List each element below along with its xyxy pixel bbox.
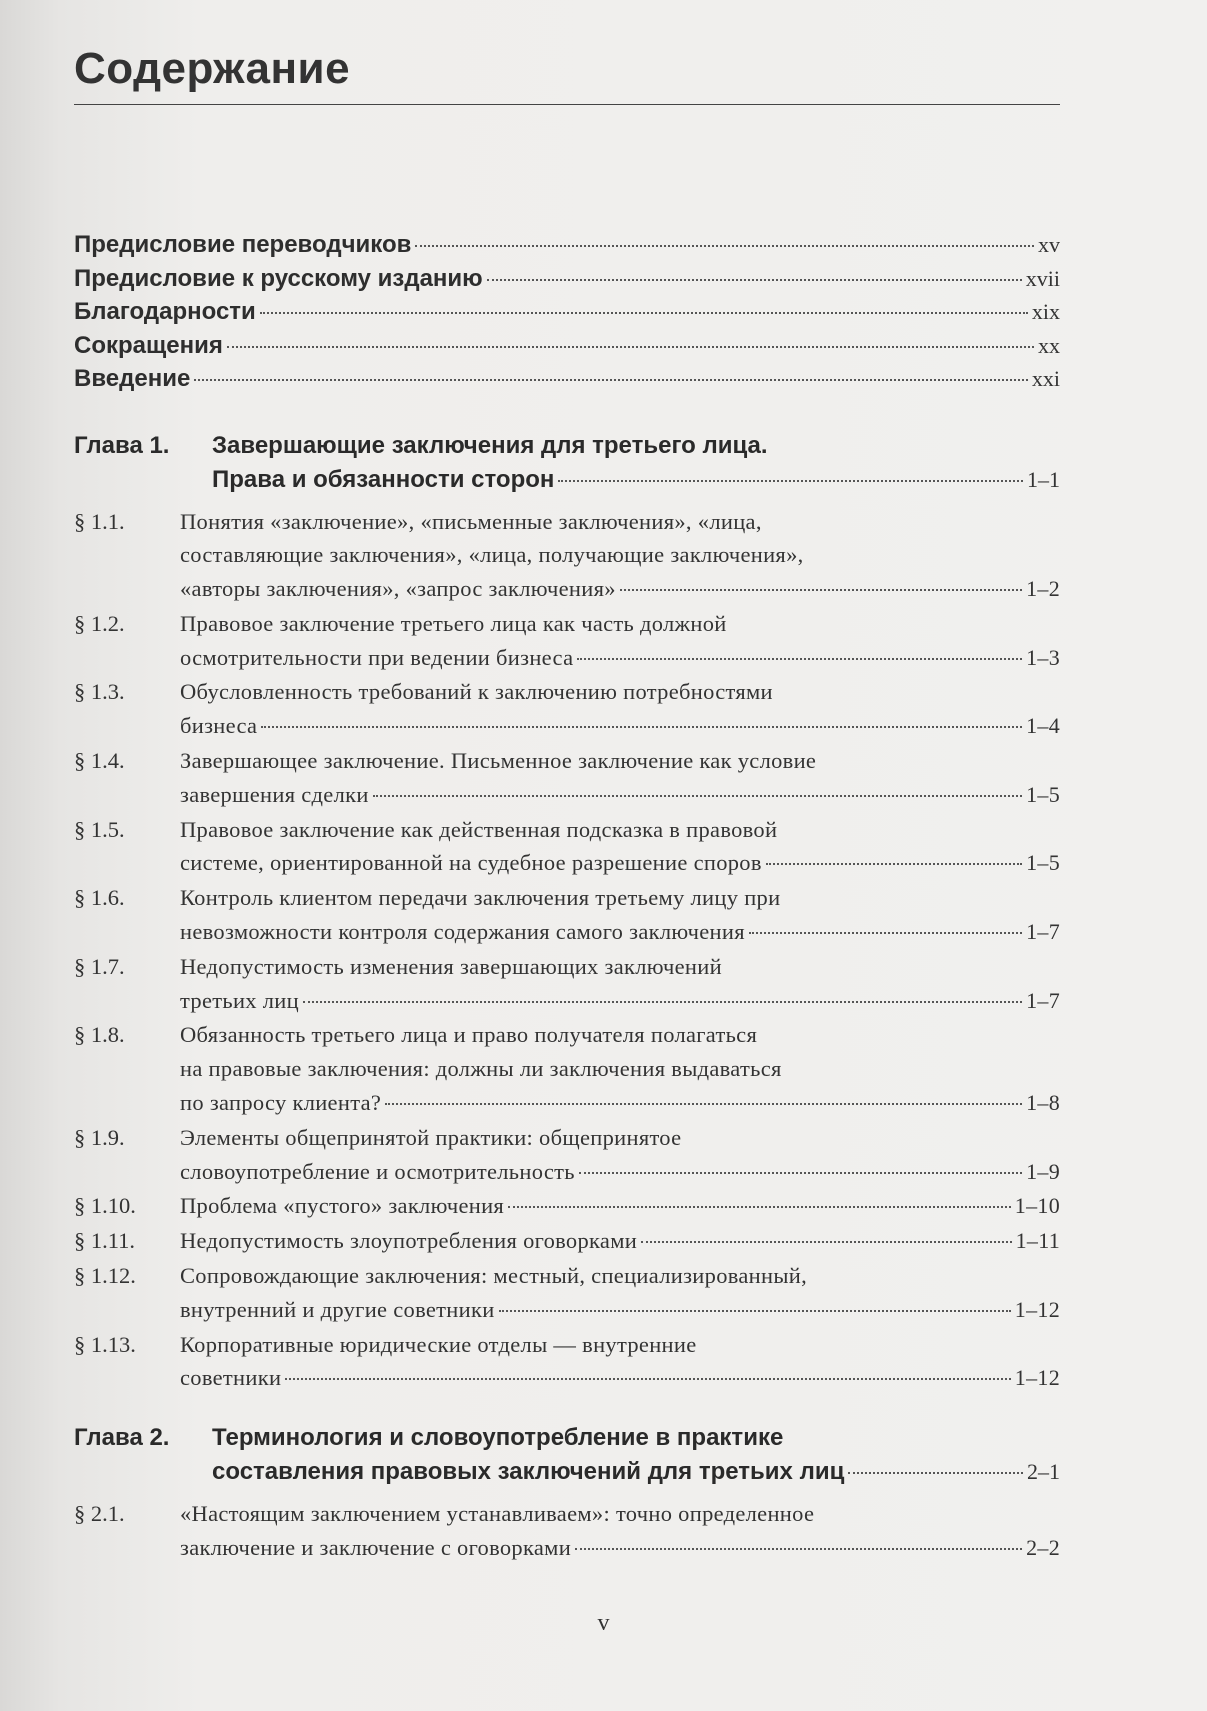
section-number: § 1.7. <box>74 953 125 979</box>
section-page: 1–12 <box>1014 1296 1060 1322</box>
section-entry[interactable] <box>74 1018 1060 1119</box>
section-title-last-line <box>180 1361 1060 1395</box>
section-number: § 1.4. <box>74 748 125 774</box>
section-entry[interactable] <box>74 1224 1060 1258</box>
section-entry[interactable] <box>74 950 1060 1018</box>
section-title-line: Проблема «пустого» заключения <box>180 1193 505 1219</box>
section-title-last-line <box>180 1086 1060 1120</box>
section-title-line: Обязанность третьего лица и право получателя полагаться <box>180 1022 758 1048</box>
section-title-line: «авторы заключения», «запрос заключения» <box>180 576 616 602</box>
section-page: 1–9 <box>1026 1158 1060 1184</box>
section-title-last-line <box>180 641 1060 675</box>
section-entry[interactable] <box>74 813 1060 881</box>
section-entry[interactable] <box>74 1259 1060 1327</box>
section-title <box>180 607 1060 675</box>
toc-entry-page: xx <box>1038 332 1060 358</box>
dot-leader <box>385 1103 1022 1105</box>
page-title: Содержание <box>74 44 351 93</box>
section-title-line: словоупотребление и осмотрительность <box>180 1158 575 1184</box>
section-entry[interactable] <box>74 1497 1060 1565</box>
chapter-title-line: Права и обязанности сторон <box>212 465 555 493</box>
section-title <box>180 881 1060 949</box>
section-title-line: осмотрительности при ведении бизнеса <box>180 644 574 670</box>
toc-entry[interactable] <box>74 298 1060 332</box>
toc-entry-label: Введение <box>74 365 191 392</box>
toc-entry-page: xix <box>1031 299 1060 324</box>
chapter-label: Глава 2. <box>74 1424 170 1452</box>
toc-entry-page: xxi <box>1031 366 1060 391</box>
section-title <box>180 505 1060 606</box>
section-number: § 1.1. <box>74 508 125 534</box>
page-number: v <box>597 1610 610 1636</box>
section-entry[interactable] <box>74 505 1060 606</box>
dot-leader <box>303 1001 1022 1003</box>
section-list <box>74 505 1060 1396</box>
section-title-line: Завершающее заключение. Письменное заключение как условие <box>180 748 817 774</box>
section-entry[interactable] <box>74 744 1060 812</box>
section-page: 1–10 <box>1014 1193 1060 1219</box>
chapter-title-line: Завершающие заключения для третьего лица. <box>212 431 768 459</box>
section-title-line: на правовые заключения: должны ли заключения выдаваться <box>180 1056 782 1082</box>
toc-entry-label: Предисловие к русскому изданию <box>74 264 483 292</box>
toc-entry-page: xvii <box>1025 265 1060 291</box>
section-title-line: внутренний и другие советники <box>180 1296 495 1322</box>
toc-entry-label: Предисловие переводчиков <box>74 231 412 258</box>
section-page: 1–12 <box>1014 1365 1060 1391</box>
dot-leader <box>620 589 1022 591</box>
section-entry[interactable] <box>74 607 1060 675</box>
section-title-line: бизнеса <box>180 713 258 739</box>
dot-leader <box>577 658 1022 660</box>
section-entry[interactable] <box>74 1189 1060 1223</box>
section-title <box>180 1497 1060 1565</box>
section-page: 1–7 <box>1026 919 1060 945</box>
section-page: 1–3 <box>1026 644 1060 670</box>
section-title-line: по запросу клиента? <box>180 1090 382 1116</box>
section-title <box>180 744 1060 812</box>
section-title-last-line <box>180 984 1060 1018</box>
section-entry[interactable] <box>74 881 1060 949</box>
section-title-line: Сопровождающие заключения: местный, специализированный, <box>180 1263 808 1289</box>
section-number: § 2.1. <box>74 1501 125 1527</box>
section-title-last-line <box>180 778 1060 812</box>
section-title <box>180 1018 1060 1119</box>
section-title <box>180 1328 1060 1396</box>
section-title-line: «Настоящим заключением устанавливаем»: точно определенное <box>180 1501 815 1527</box>
section-number: § 1.5. <box>74 816 125 842</box>
section-title <box>180 675 1060 743</box>
dot-leader <box>285 1378 1010 1380</box>
section-number: § 1.6. <box>74 885 125 911</box>
chapter-title <box>212 429 1060 497</box>
section-title-last-line <box>180 709 1060 743</box>
section-title-last-line <box>180 1293 1060 1327</box>
section-page: 1–7 <box>1026 987 1060 1013</box>
section-number: § 1.3. <box>74 679 125 705</box>
section-title-line: третьих лиц <box>180 987 299 1013</box>
section-title-last-line <box>180 915 1060 949</box>
chapter-title-line: составления правовых заключений для третьих лиц <box>212 1458 845 1486</box>
section-title-last-line <box>180 846 1060 880</box>
section-title-line: завершения сделки <box>180 781 369 807</box>
section-title-line: Корпоративные юридические отделы — внутренние <box>180 1331 697 1357</box>
front-matter-list <box>74 231 1060 399</box>
section-number: § 1.8. <box>74 1022 125 1048</box>
dot-leader <box>848 1472 1023 1474</box>
dot-leader <box>641 1241 1012 1243</box>
section-number: § 1.11. <box>74 1228 136 1254</box>
section-title-line: Понятия «заключение», «письменные заключения», «лица, <box>180 508 762 534</box>
section-title-line: Обусловленность требований к заключению потребностями <box>180 679 773 705</box>
dot-leader <box>194 379 1028 381</box>
toc-entry-label: Благодарности <box>74 298 256 325</box>
section-title-line: заключение и заключение с оговорками <box>180 1535 572 1561</box>
section-title-line: советники <box>180 1365 282 1391</box>
toc-entry[interactable] <box>74 365 1060 399</box>
dot-leader <box>227 346 1034 348</box>
dot-leader <box>260 312 1028 314</box>
chapter-title-last-line <box>212 1455 1060 1489</box>
chapter-title-line: Терминология и словоупотребление в практике <box>212 1424 784 1452</box>
dot-leader <box>558 480 1023 482</box>
section-title-line: Контроль клиентом передачи заключения третьему лицу при <box>180 885 781 911</box>
toc-entry-label: Сокращения <box>74 331 223 359</box>
section-title <box>180 1189 1060 1223</box>
toc-entry-page: xv <box>1038 232 1060 257</box>
section-number: § 1.9. <box>74 1124 125 1150</box>
dot-leader <box>261 726 1022 728</box>
chapters-list <box>74 429 1060 1565</box>
section-title-line: Правовое заключение как действенная подсказка в правовой <box>180 816 778 842</box>
chapter-title-last-line <box>212 463 1060 497</box>
dot-leader <box>766 863 1022 865</box>
section-title-line: Недопустимость изменения завершающих заключений <box>180 953 722 979</box>
toc-entry[interactable] <box>74 231 1060 265</box>
section-number: § 1.2. <box>74 610 125 636</box>
section-list <box>74 1497 1060 1565</box>
section-page: 1–2 <box>1026 576 1060 602</box>
dot-leader <box>508 1206 1011 1208</box>
section-page: 1–5 <box>1026 781 1060 807</box>
dot-leader <box>487 279 1022 281</box>
section-title <box>180 1121 1060 1189</box>
chapter-page: 1–1 <box>1027 466 1060 492</box>
section-title-last-line <box>180 1189 1060 1223</box>
section-page: 1–5 <box>1026 850 1060 876</box>
section-title <box>180 1224 1060 1258</box>
toc-entry[interactable] <box>74 332 1060 366</box>
section-page: 1–4 <box>1026 713 1060 739</box>
section-title-last-line <box>180 1155 1060 1189</box>
title-rule <box>74 104 1060 105</box>
section-page: 2–2 <box>1026 1535 1060 1561</box>
dot-leader <box>373 795 1022 797</box>
section-page: 1–11 <box>1015 1228 1060 1254</box>
chapter-label: Глава 1. <box>74 431 170 459</box>
section-title-line: системе, ориентированной на судебное разрешение споров <box>180 850 762 876</box>
chapter-heading[interactable] <box>74 429 1060 497</box>
dot-leader <box>579 1172 1022 1174</box>
section-title-last-line <box>180 572 1060 606</box>
dot-leader <box>499 1310 1011 1312</box>
dot-leader <box>415 245 1034 247</box>
section-number: § 1.13. <box>74 1331 136 1357</box>
section-title-last-line <box>180 1224 1060 1258</box>
section-title <box>180 950 1060 1018</box>
section-title-line: невозможности контроля содержания самого заключения <box>180 919 745 945</box>
section-title <box>180 813 1060 881</box>
section-page: 1–8 <box>1026 1090 1060 1116</box>
toc-content <box>74 40 1060 1565</box>
section-entry[interactable] <box>74 1328 1060 1396</box>
section-title-last-line <box>180 1531 1060 1565</box>
section-title <box>180 1259 1060 1327</box>
chapter-title <box>212 1421 1060 1489</box>
toc-entry[interactable] <box>74 265 1060 299</box>
chapter-heading[interactable] <box>74 1421 1060 1489</box>
section-title-line: Недопустимость злоупотребления оговорками <box>180 1228 638 1254</box>
section-number: § 1.10. <box>74 1193 136 1219</box>
section-title-line: составляющие заключения», «лица, получающие заключения», <box>180 542 804 568</box>
section-number: § 1.12. <box>74 1263 136 1289</box>
section-title-line: Правовое заключение третьего лица как часть должной <box>180 610 727 636</box>
dot-leader <box>749 932 1022 934</box>
section-entry[interactable] <box>74 675 1060 743</box>
dot-leader <box>575 1548 1022 1550</box>
section-entry[interactable] <box>74 1121 1060 1189</box>
chapter-page: 2–1 <box>1027 1459 1060 1485</box>
section-title-line: Элементы общепринятой практики: общепринятое <box>180 1124 682 1150</box>
